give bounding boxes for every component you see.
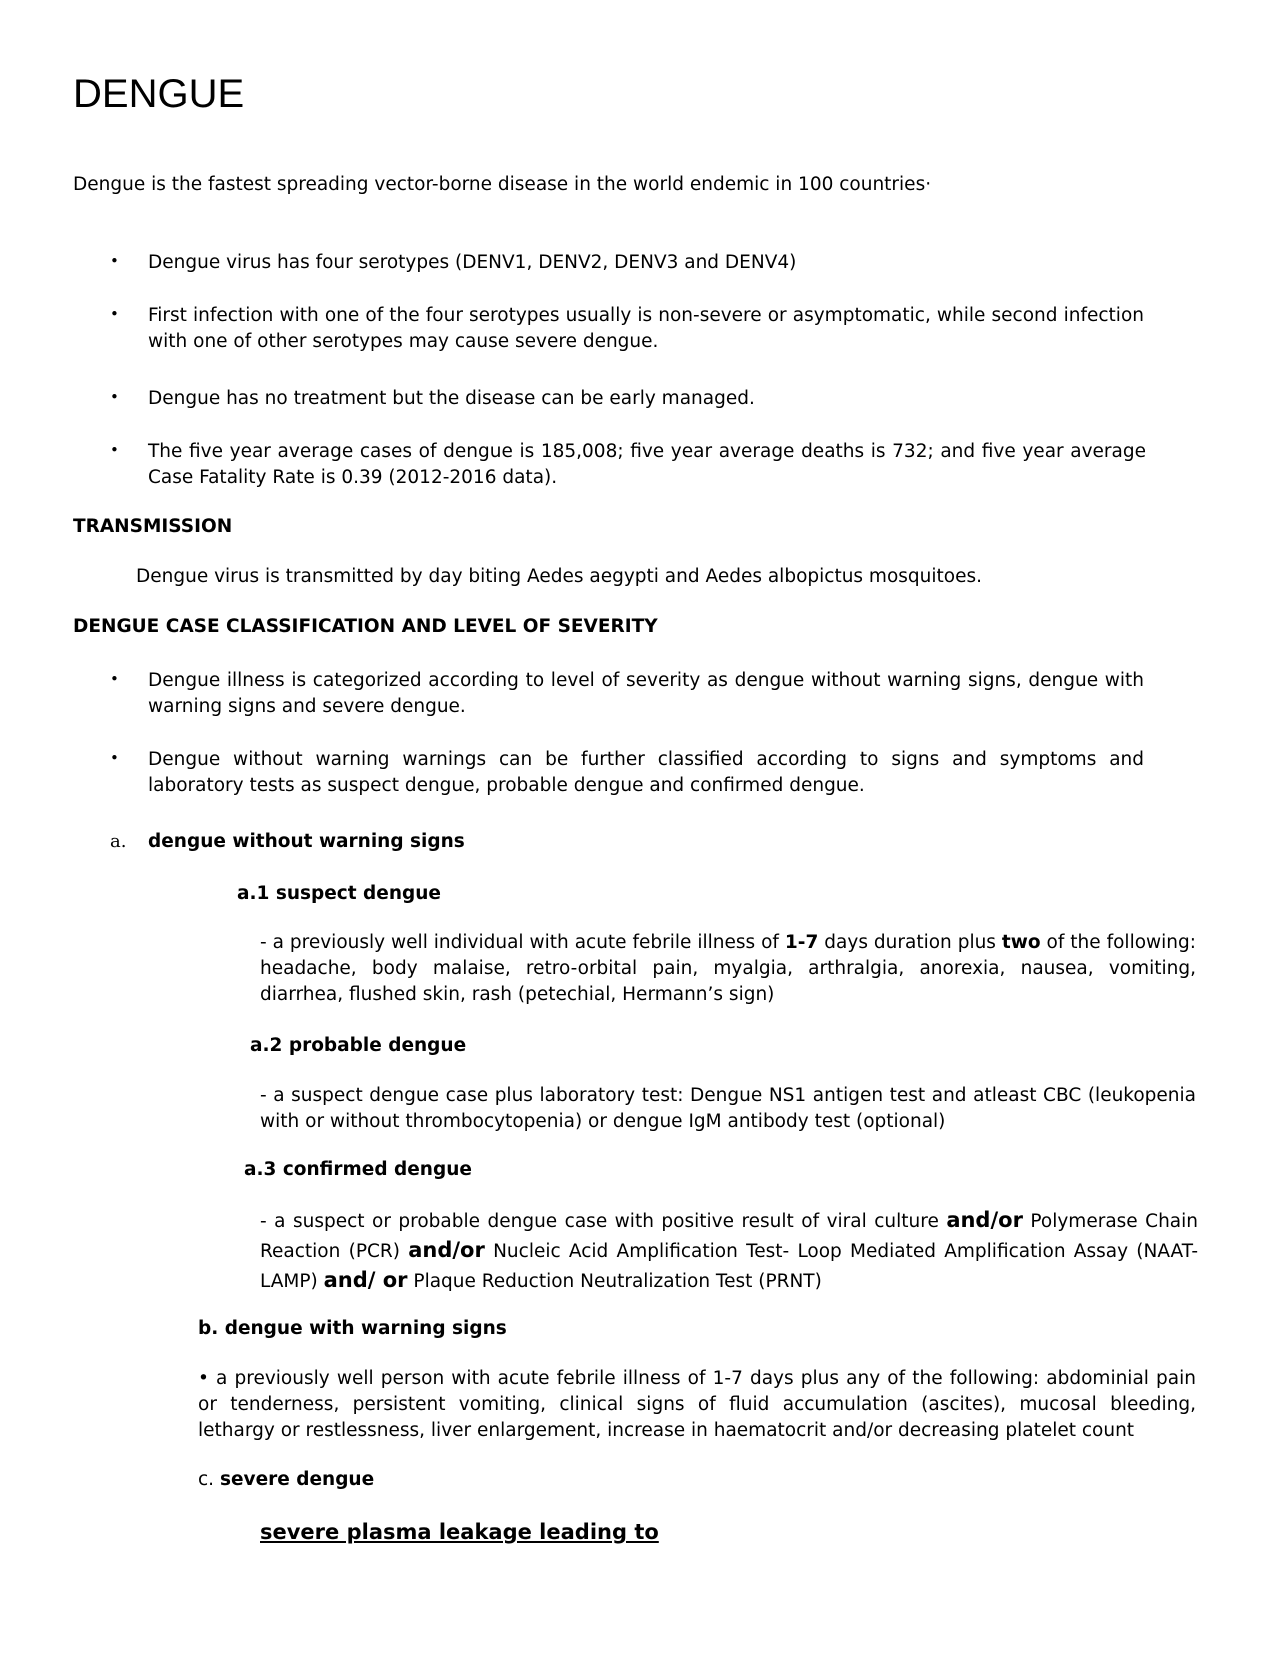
intro-paragraph: Dengue is the fastest spreading vector-borne disease in the world endemic in 100 countries·: [73, 174, 932, 195]
bullet-treatment: Dengue has no treatment but the disease can be early managed.: [148, 388, 755, 409]
section-b-heading: b. dengue with warning signs: [198, 1318, 507, 1339]
bullet-marker: •: [110, 670, 119, 688]
bullet-statistics: The five year average cases of dengue is 185,008; five year average deaths is 732; and five year average Case Fatality Rate is 0.39 (2012-2016 data).: [148, 441, 1146, 488]
a2-text: - a suspect dengue case plus laboratory test: Dengue NS1 antigen test and atleast CBC (leukopenia with or without thrombocytopenia) or dengue IgM antibody test (optional): [260, 1085, 1196, 1132]
bullet-serotypes: Dengue virus has four serotypes (DENV1, DENV2, DENV3 and DENV4): [148, 252, 797, 273]
classification-bullet-subclasses: Dengue without warning warnings can be further classified according to signs and symptoms and laboratory tests as suspect dengue, probable dengue and confirmed dengue.: [148, 749, 1144, 796]
bullet-marker: •: [110, 388, 119, 406]
bullet-marker: •: [110, 441, 119, 459]
list-marker-c: c.: [198, 1469, 215, 1490]
section-c-subheading: severe plasma leakage leading to: [260, 1520, 659, 1544]
section-c-heading: [198, 1467, 374, 1493]
a3-heading: a.3 confirmed dengue: [244, 1159, 472, 1180]
a1-text: - a previously well individual with acute febrile illness of 1-7 days duration plus two of the following: headache, body malaise, retro-orbital pain, myalgia, arthralgia, anorexia, nausea, vomiting, diarrhea, flushed skin, rash (petechial, Hermann’s sign): [260, 932, 1196, 1005]
bullet-marker: •: [110, 749, 119, 767]
classification-bullet-severity: Dengue illness is categorized according to level of severity as dengue without warning signs, dengue with warning signs and severe dengue.: [148, 670, 1144, 717]
section-c-heading-text: severe dengue: [219, 1469, 375, 1490]
list-marker-a: a.: [110, 831, 127, 852]
bullet-first-infection: First infection with one of the four serotypes usually is non-severe or asymptomatic, while second infection with one of other serotypes may cause severe dengue.: [148, 305, 1144, 352]
a1-heading: a.1 suspect dengue: [237, 883, 441, 904]
transmission-text: Dengue virus is transmitted by day biting Aedes aegypti and Aedes albopictus mosquitoes.: [136, 566, 982, 587]
transmission-heading: TRANSMISSION: [73, 516, 233, 537]
document-title: DENGUE: [73, 72, 245, 116]
section-b-text: • a previously well person with acute febrile illness of 1-7 days plus any of the following: abdominial pain or tenderness, persistent vomiting, clinical signs of fluid accumulation (ascites), mucosal bleeding, lethargy or restlessness, liver enlargement, increase in haematocrit and/or decreasing platelet count: [198, 1368, 1196, 1441]
bullet-marker: •: [110, 252, 119, 270]
classification-heading: DENGUE CASE CLASSIFICATION AND LEVEL OF SEVERITY: [73, 616, 658, 637]
a3-text: - a suspect or probable dengue case with positive result of viral culture and/or Polymerase Chain Reaction (PCR) and/or Nucleic Acid Amplification Test- Loop Mediated Amplification Assay (NAAT-LAMP) and/ or Plaque Reduction Neutralization Test (PRNT): [260, 1208, 1198, 1292]
section-a-heading: dengue without warning signs: [148, 831, 465, 852]
a2-heading: a.2 probable dengue: [250, 1035, 467, 1056]
bullet-marker: •: [110, 305, 119, 323]
